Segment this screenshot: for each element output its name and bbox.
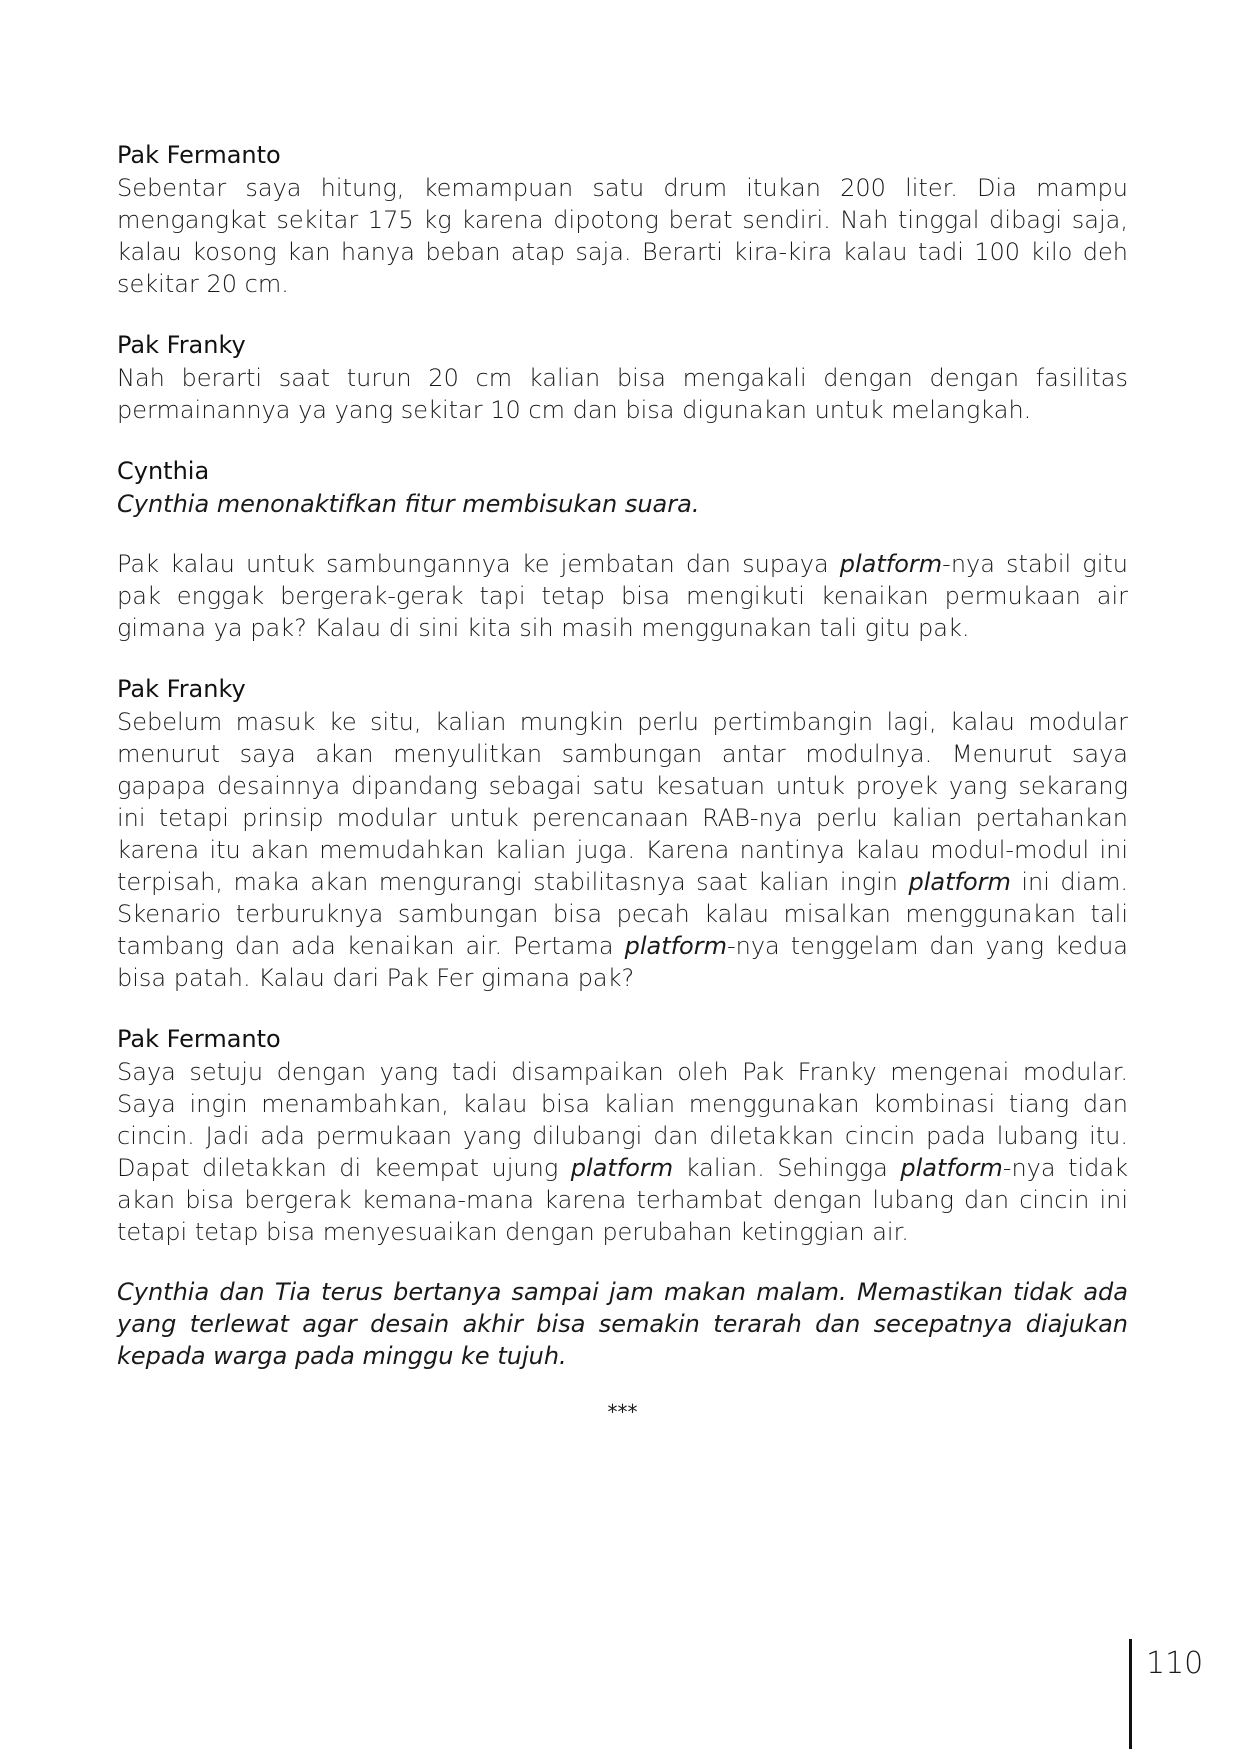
italic-term: platform — [839, 550, 943, 578]
dialogue-blocks — [117, 138, 1128, 1372]
dialogue-block — [117, 672, 1128, 994]
text-segment: Cynthia menonaktifkan fitur membisukan suara. — [117, 490, 700, 518]
text-segment: Pak kalau untuk sambungannya ke jembatan dan supaya — [117, 550, 840, 578]
text-segment: -nya stabil gitu pak enggak bergerak-gerak tapi tetap bisa mengikuti kenaikan permukaan air gimana ya pak? Kalau di sini kita sih masih menggunakan tali gitu pak. — [117, 550, 1129, 642]
dialogue-paragraph — [117, 706, 1128, 994]
text-segment: Sebelum masuk ke situ, kalian mungkin perlu pertimbangin lagi, kalau modular menurut saya akan menyulitkan sambungan antar modulnya. Menurut saya gapapa desainnya dipandang sebagai satu kesatuan untuk proyek yang sekarang ini tetapi prinsip modular untuk perencanaan RAB-nya perlu kalian pertahankan karena itu akan memudahkan kalian juga. Karena nantinya kalau modul-modul ini terpisah, maka akan mengurangi stabilitasnya saat kalian ingin — [117, 708, 1128, 896]
italic-term: platform — [900, 1154, 1003, 1182]
text-segment: -nya tidak akan bisa bergerak kemana-mana karena terhambat dengan lubang dan cincin ini tetapi tetap bisa menyesuaikan dengan perubahan ketinggian air. — [117, 1154, 1129, 1246]
text-segment: -nya tenggelam dan yang kedua bisa patah. Kalau dari Pak Fer gimana pak? — [117, 932, 1128, 992]
italic-term: platform — [570, 1154, 674, 1182]
text-segment: Nah berarti saat turun 20 cm kalian bisa mengakali dengan dengan fasilitas permainannya ya yang sekitar 10 cm dan bisa digunakan untuk melangkah. — [117, 364, 1128, 424]
italic-term: platform — [624, 932, 727, 960]
text-segment: Cynthia dan Tia terus bertanya sampai jam makan malam. Memastikan tidak ada yang terlewat agar desain akhir bisa semakin terarah dan secepatnya diajukan kepada warga pada minggu ke tujuh. — [117, 1278, 1128, 1370]
page-number: 110 — [1129, 1639, 1203, 1749]
text-segment: Saya setuju dengan yang tadi disampaikan oleh Pak Franky mengenai modular. Saya ingin menambahkan, kalau bisa kalian menggunakan kombinasi tiang dan cincin. Jadi ada permukaan yang dilubangi dan diletakkan cincin pada lubang itu. Dapat diletakkan di keempat ujung — [117, 1058, 1128, 1182]
speaker-name: Pak Fermanto — [117, 1025, 281, 1053]
dialogue-paragraph — [117, 1056, 1128, 1248]
text-segment: Sebentar saya hitung, kemampuan satu drum itukan 200 liter. Dia mampu mengangkat sekitar 175 kg karena dipotong berat sendiri. Nah tinggal dibagi saja, kalau kosong kan hanya beban atap saja. Berarti kira-kira kalau tadi 100 kilo deh sekitar 20 cm. — [117, 174, 1128, 298]
narration-paragraph — [117, 488, 1128, 520]
dialogue-block — [117, 454, 1128, 644]
section-separator: *** — [607, 1400, 638, 1424]
text-segment: kalian. Sehingga — [673, 1154, 901, 1182]
dialogue-paragraph — [117, 172, 1128, 300]
dialogue-paragraph — [117, 362, 1128, 426]
italic-term: platform — [908, 868, 1011, 896]
speaker-name: Pak Fermanto — [117, 141, 281, 169]
narration-paragraph — [117, 1276, 1128, 1372]
dialogue-block — [117, 1022, 1128, 1372]
dialogue-block — [117, 138, 1128, 300]
dialogue-paragraph — [117, 548, 1128, 644]
paragraph-gap — [117, 520, 1128, 548]
text-segment: ini diam. Skenario terburuknya sambungan bisa pecah kalau misalkan menggunakan tali tambang dan ada kenaikan air. Pertama — [117, 868, 1129, 960]
speaker-name: Cynthia — [117, 457, 210, 485]
paragraph-gap — [117, 1248, 1128, 1276]
speaker-name: Pak Franky — [117, 675, 246, 703]
page-content — [117, 138, 1128, 1424]
dialogue-block — [117, 328, 1128, 426]
speaker-name: Pak Franky — [117, 331, 246, 359]
